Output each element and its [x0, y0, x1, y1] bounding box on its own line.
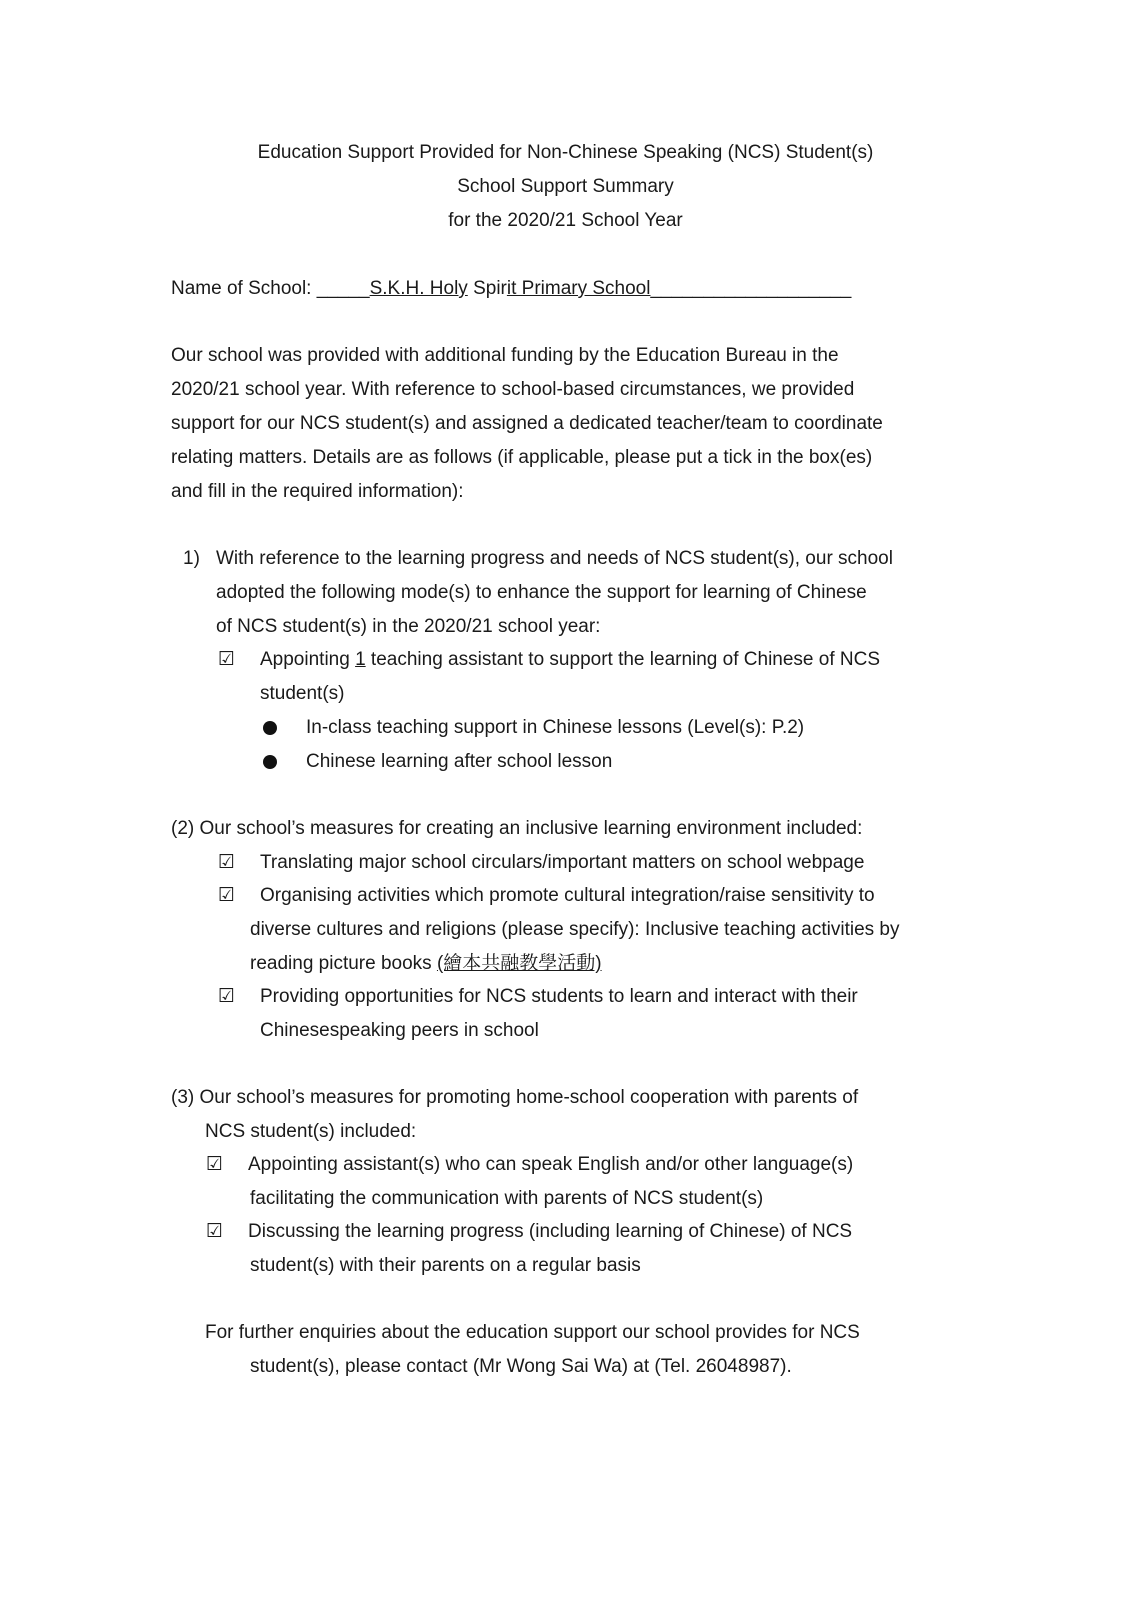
section-1-number: 1)	[183, 548, 200, 569]
checkbox-checked-icon: ☑	[218, 885, 236, 906]
section-3-item-1-checkbox[interactable]	[206, 1153, 222, 1177]
section-1-item-text-post: teaching assistant to support the learning of Chinese of NCS	[365, 649, 881, 670]
checkbox-checked-icon: ☑	[218, 649, 236, 670]
section-2-item-2-text: reading picture books	[250, 953, 437, 974]
school-name-part-1: S.K.H. Holy	[369, 278, 468, 299]
checkbox-checked-icon: ☑	[206, 1154, 224, 1175]
doc-school-year: for the 2020/21 School Year	[448, 210, 683, 231]
section-1-line-2: adopted the following mode(s) to enhance the support for learning of Chinese	[216, 582, 867, 603]
section-2-item-3-checkbox[interactable]	[218, 985, 234, 1009]
section-1-item-line-1	[260, 648, 880, 672]
bullet-dot-icon	[263, 721, 277, 735]
school-name-blank-lead: _____	[316, 278, 370, 299]
section-2-item-2-line-2: diverse cultures and religions (please specify): Inclusive teaching activities by	[250, 919, 900, 940]
school-name-blank-trail: ___________________	[650, 278, 852, 299]
section-2-item-3-line-1: Providing opportunities for NCS students to learn and interact with their	[260, 986, 858, 1007]
teaching-assistant-count: 1	[355, 649, 366, 670]
school-name-part-2: Spir	[467, 278, 507, 299]
section-2-item-2-chinese: (繪本共融教學活動)	[436, 953, 602, 974]
bullet-dot-icon	[263, 755, 277, 769]
intro-line-3: support for our NCS student(s) and assigned a dedicated teacher/team to coordinate	[171, 413, 883, 434]
checkbox-checked-icon: ☑	[206, 1221, 224, 1242]
checkbox-checked-icon: ☑	[218, 852, 236, 873]
section-2-item-3-line-2: Chinesespeaking peers in school	[260, 1020, 539, 1041]
contact-line-2: student(s), please contact (Mr Wong Sai Wa) at (Tel. 26048987).	[250, 1356, 792, 1377]
section-1-line-1: With reference to the learning progress and needs of NCS student(s), our school	[216, 548, 893, 569]
school-name-part-3: it Primary School	[506, 278, 651, 299]
section-2-heading: (2) Our school’s measures for creating an inclusive learning environment included:	[171, 818, 863, 839]
section-3-item-2-line-1: Discussing the learning progress (including learning of Chinese) of NCS	[248, 1221, 853, 1242]
section-2-item-2-checkbox[interactable]	[218, 884, 234, 908]
section-3-heading-line-1: (3) Our school’s measures for promoting home-school cooperation with parents of	[171, 1087, 859, 1108]
intro-line-2: 2020/21 school year. With reference to school-based circumstances, we provided	[171, 379, 855, 400]
checkbox-checked-icon: ☑	[218, 986, 236, 1007]
section-2-item-1-checkbox[interactable]	[218, 851, 234, 875]
section-1-line-3: of NCS student(s) in the 2020/21 school year:	[216, 616, 601, 637]
doc-subtitle: School Support Summary	[457, 176, 674, 197]
section-1-bullet-2: Chinese learning after school lesson	[306, 751, 613, 772]
intro-line-5: and fill in the required information):	[171, 481, 464, 502]
section-3-item-2-line-2: student(s) with their parents on a regular basis	[250, 1255, 641, 1276]
section-2-item-2-line-1: Organising activities which promote cultural integration/raise sensitivity to	[260, 885, 875, 906]
school-name-label: Name of School:	[171, 278, 312, 299]
intro-line-1: Our school was provided with additional funding by the Education Bureau in the	[171, 345, 839, 366]
section-1-item-line-2: student(s)	[260, 683, 345, 704]
doc-title: Education Support Provided for Non-Chinese Speaking (NCS) Student(s)	[257, 142, 874, 163]
section-1-item-text-pre: Appointing	[260, 649, 356, 670]
section-1-bullet-1: In-class teaching support in Chinese lessons (Level(s): P.2)	[306, 717, 805, 738]
section-3-heading-line-2: NCS student(s) included:	[205, 1121, 417, 1142]
school-name-row	[171, 277, 851, 301]
section-2-item-2-line-3	[250, 952, 602, 976]
section-2-item-1: Translating major school circulars/important matters on school webpage	[260, 852, 865, 873]
section-3-item-2-checkbox[interactable]	[206, 1220, 222, 1244]
contact-line-1: For further enquiries about the education support our school provides for NCS	[205, 1322, 860, 1343]
intro-line-4: relating matters. Details are as follows (if applicable, please put a tick in the box(es)	[171, 447, 873, 468]
section-3-item-1-line-1: Appointing assistant(s) who can speak English and/or other language(s)	[248, 1154, 854, 1175]
section-3-item-1-line-2: facilitating the communication with parents of NCS student(s)	[250, 1188, 764, 1209]
section-1-item-checkbox[interactable]	[218, 648, 234, 672]
